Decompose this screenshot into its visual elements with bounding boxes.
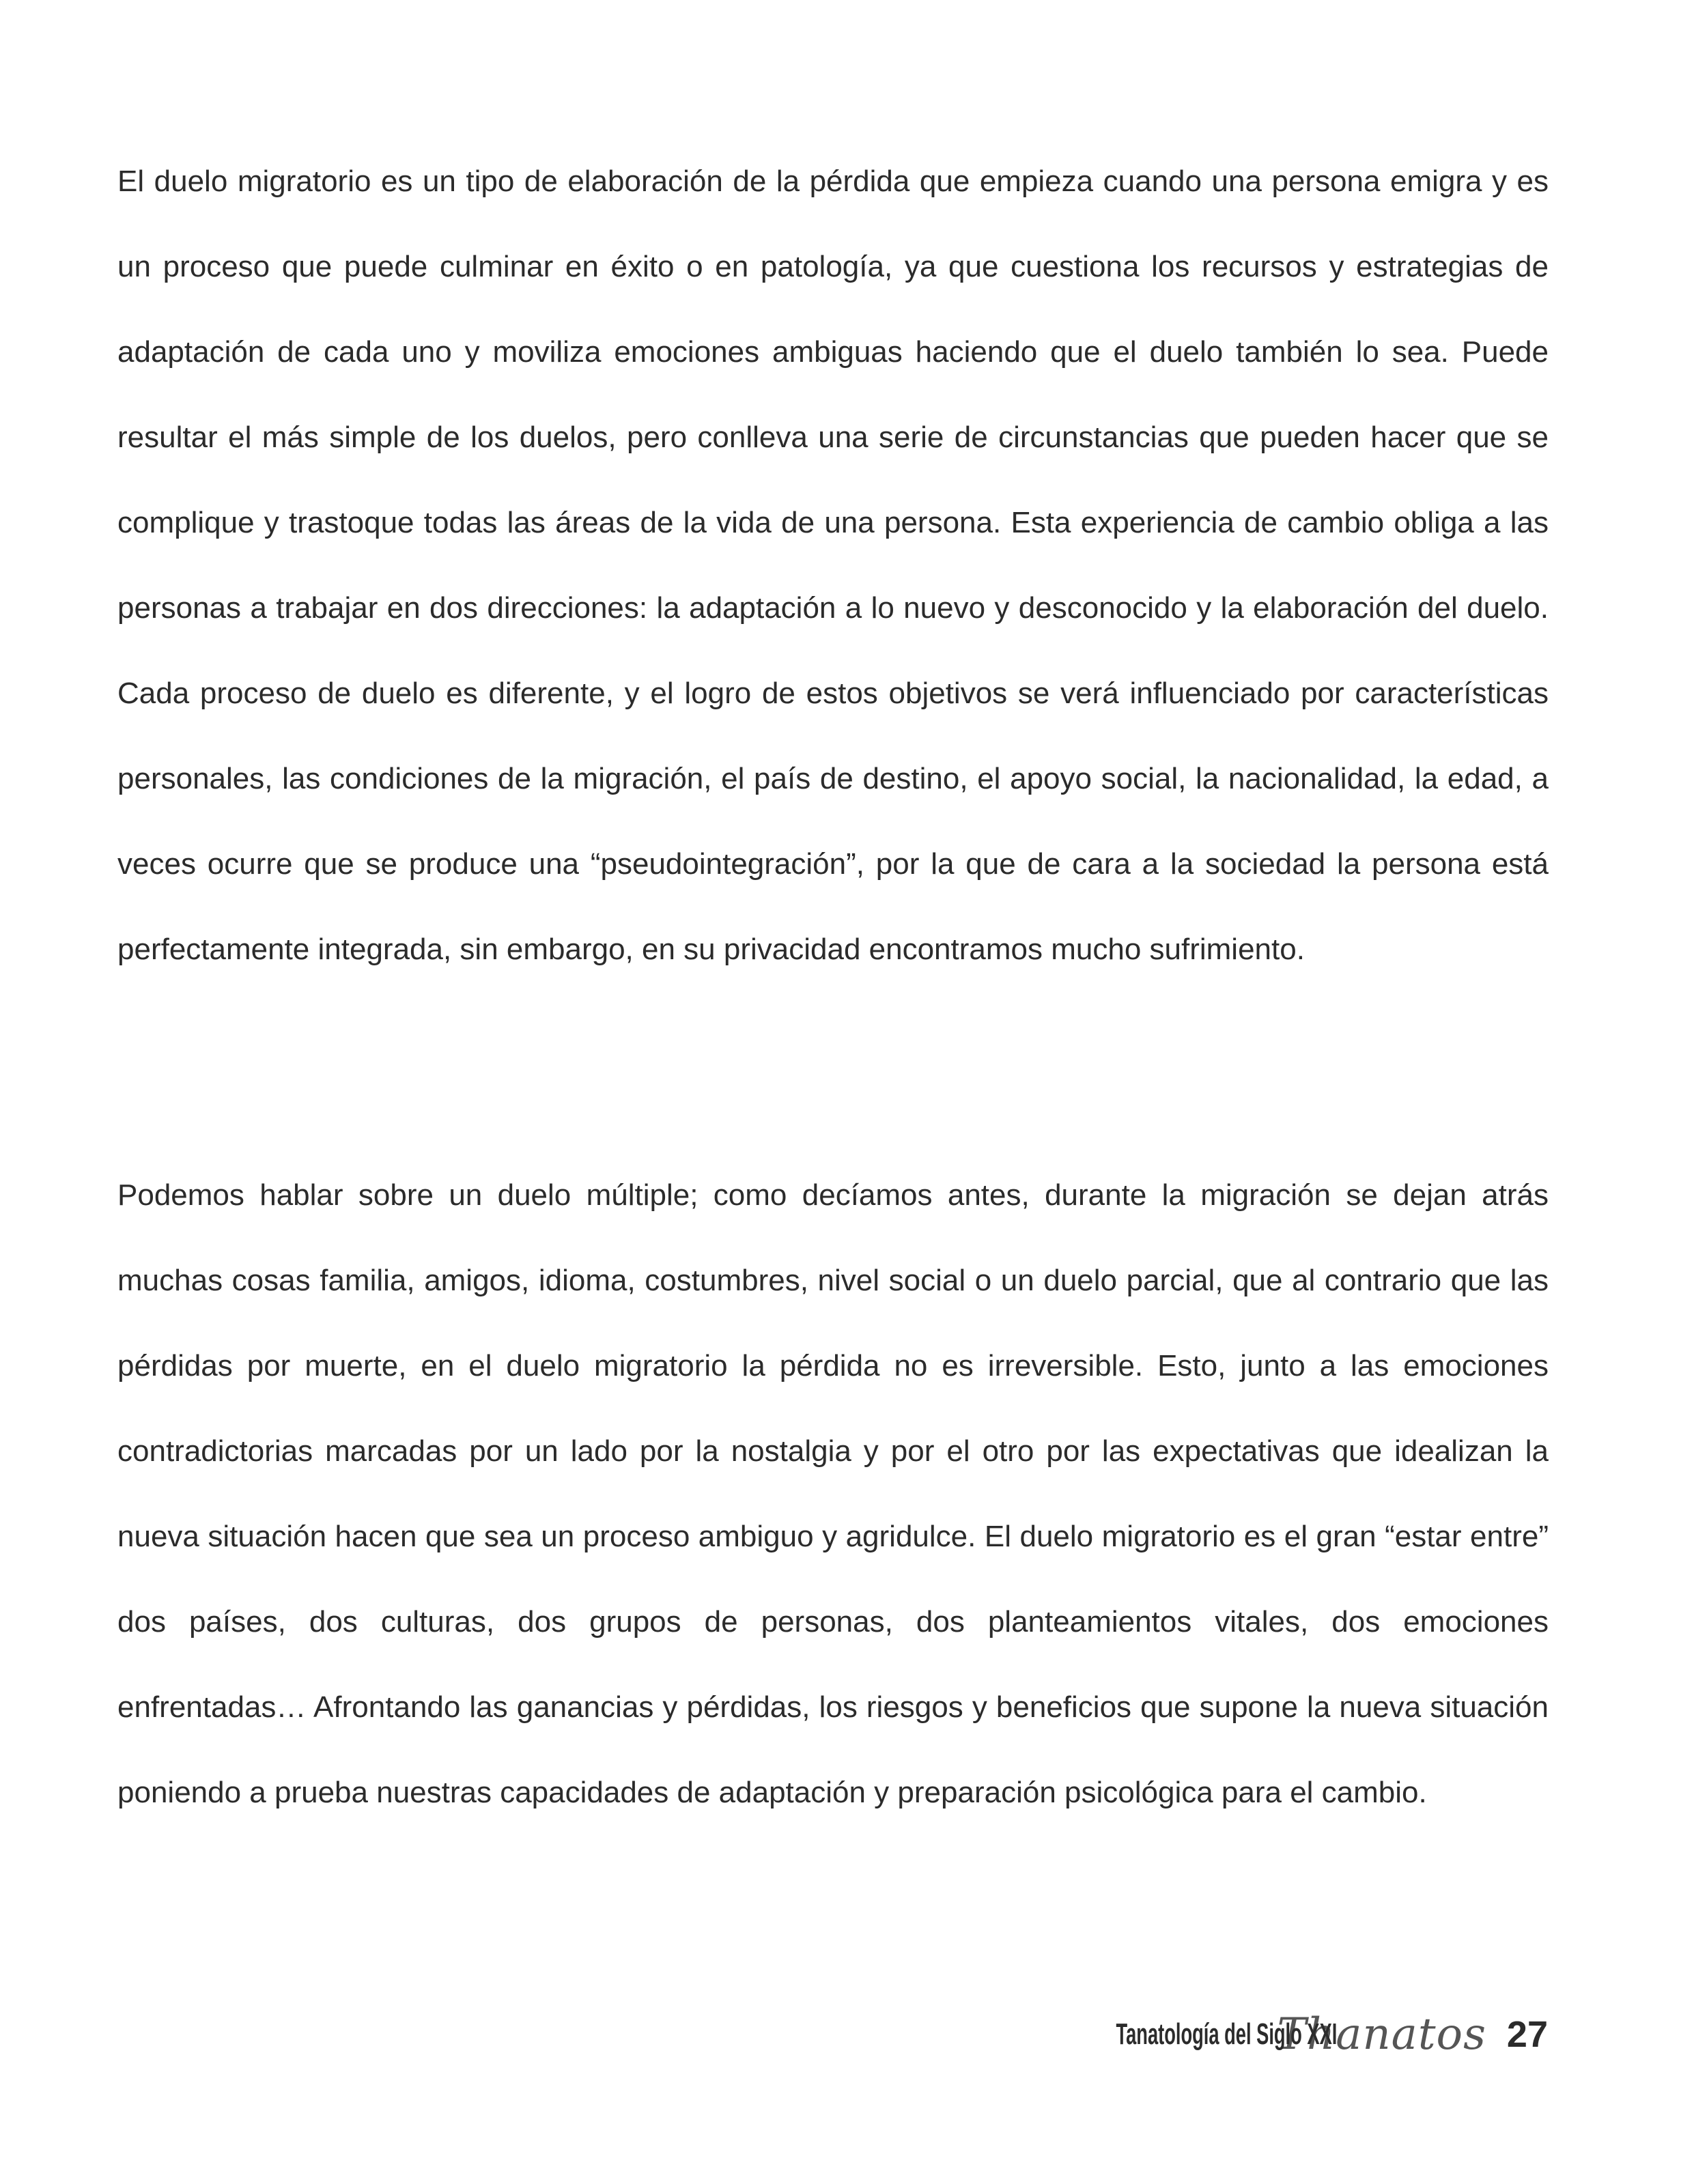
thanatos-logo: Thanatos bbox=[1277, 2009, 1486, 2060]
page-number: 27 bbox=[1506, 2014, 1548, 2055]
paragraph-duelo-multiple: Podemos hablar sobre un duelo múltiple; como decíamos antes, durante la migración se dejan atrás muchas cosas familia, amigos, idioma, costumbres, nivel social o un duelo parcial, que al contrario que las pérdidas por muerte, en el duelo migratorio la pérdida no es irreversible. Esto, junto a las emociones contradictorias marcadas por un lado por la nostalgia y por el otro por las expectativas que idealizan la nueva situación hacen que sea un proceso ambiguo y agridulce. El duelo migratorio es el gran “estar entre” dos países, dos culturas, dos grupos de personas, dos planteamientos vitales, dos emociones enfrentadas… Afrontando las ganancias y pérdidas, los riesgos y beneficios que supone la nueva situación poniendo a prueba nuestras capacidades de adaptación y preparación psicológica para el cambio. bbox=[117, 1178, 1549, 1809]
page-footer bbox=[980, 2004, 1548, 2065]
paragraph-duelo-migratorio: El duelo migratorio es un tipo de elaboración de la pérdida que empieza cuando una persona emigra y es un proceso que puede culminar en éxito o en patología, ya que cuestiona los recursos y estrategias de adaptación de cada uno y moviliza emociones ambiguas haciendo que el duelo también lo sea. Puede resultar el más simple de los duelos, pero conlleva una serie de circunstancias que pueden hacer que se complique y trastoque todas las áreas de la vida de una persona. Esta experiencia de cambio obliga a las personas a trabajar en dos direcciones: la adaptación a lo nuevo y desconocido y la elaboración del duelo. Cada proceso de duelo es diferente, y el logro de estos objetivos se verá influenciado por características personales, las condiciones de la migración, el país de destino, el apoyo social, la nacionalidad, la edad, a veces ocurre que se produce una “pseudointegración”, por la que de cara a la sociedad la persona está perfectamente integrada, sin embargo, en su privacidad encontramos mucho sufrimiento. bbox=[117, 165, 1549, 966]
footer-publication-name: Tanatología del Siglo XXI bbox=[1116, 2017, 1338, 2051]
